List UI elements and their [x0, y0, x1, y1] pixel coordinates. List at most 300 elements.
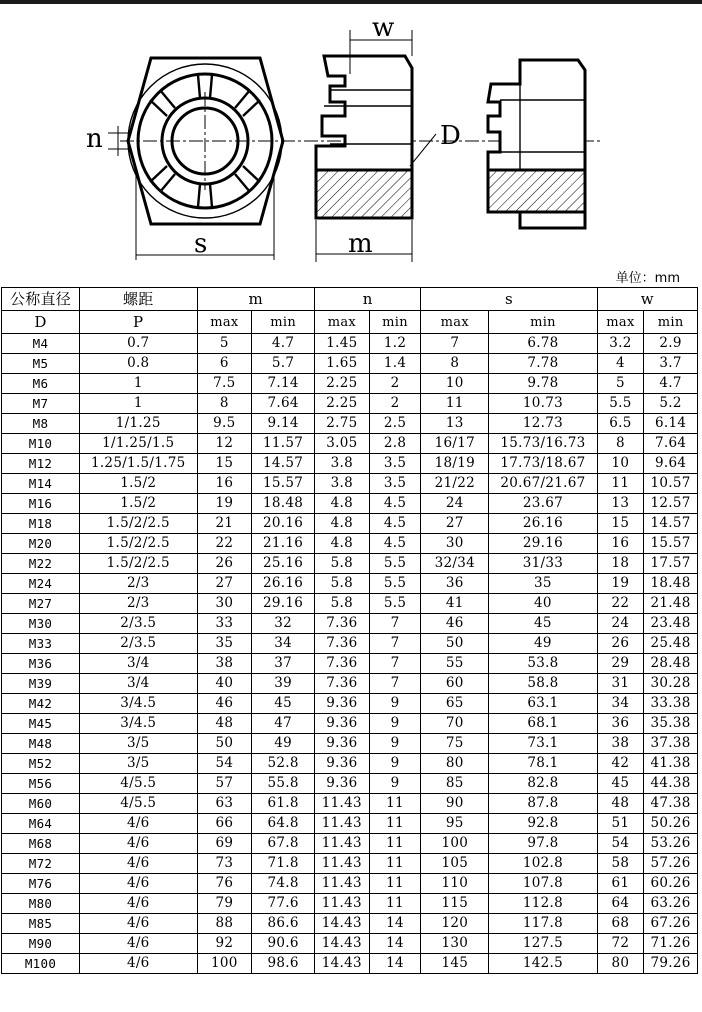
table-row [2, 554, 698, 574]
cell-w-max: 22 [597, 594, 644, 614]
cell-n-min: 14 [369, 914, 421, 934]
cell-nominal-d: M90 [2, 934, 80, 954]
header-s-max: max [421, 311, 489, 334]
cell-nominal-d: M6 [2, 374, 80, 394]
cell-n-min: 3.5 [369, 474, 421, 494]
cell-w-max: 34 [597, 694, 644, 714]
header-w-min: min [644, 311, 698, 334]
cell-s-min: 92.8 [489, 814, 597, 834]
cell-m-max: 73 [197, 854, 252, 874]
header-p-symbol: P [80, 311, 198, 334]
cell-n-max: 7.36 [315, 634, 370, 654]
cell-nominal-d: M56 [2, 774, 80, 794]
cell-m-min: 77.6 [252, 894, 315, 914]
cell-n-max: 9.36 [315, 774, 370, 794]
cell-nominal-d: M36 [2, 654, 80, 674]
cell-n-max: 1.45 [315, 334, 370, 354]
cell-m-min: 11.57 [252, 434, 315, 454]
cell-s-max: 36 [421, 574, 489, 594]
table-row [2, 854, 698, 874]
cell-s-min: 7.78 [489, 354, 597, 374]
cell-w-min: 53.26 [644, 834, 698, 854]
cell-w-max: 54 [597, 834, 644, 854]
cell-s-min: 97.8 [489, 834, 597, 854]
table-row [2, 334, 698, 354]
cell-nominal-d: M24 [2, 574, 80, 594]
cell-w-max: 45 [597, 774, 644, 794]
cell-m-max: 6 [197, 354, 252, 374]
cell-s-max: 13 [421, 414, 489, 434]
cell-pitch: 3/4 [80, 674, 198, 694]
cell-w-min: 35.38 [644, 714, 698, 734]
cell-w-max: 38 [597, 734, 644, 754]
cell-s-min: 35 [489, 574, 597, 594]
cell-w-max: 31 [597, 674, 644, 694]
cell-m-min: 47 [252, 714, 315, 734]
cell-s-max: 18/19 [421, 454, 489, 474]
cell-m-max: 76 [197, 874, 252, 894]
cell-w-min: 57.26 [644, 854, 698, 874]
cell-m-max: 79 [197, 894, 252, 914]
cell-s-min: 29.16 [489, 534, 597, 554]
cell-s-min: 127.5 [489, 934, 597, 954]
cell-s-max: 85 [421, 774, 489, 794]
cell-n-max: 4.8 [315, 494, 370, 514]
cell-pitch: 2/3.5 [80, 614, 198, 634]
table-row [2, 694, 698, 714]
cell-n-max: 3.05 [315, 434, 370, 454]
cell-n-min: 3.5 [369, 454, 421, 474]
cell-s-max: 80 [421, 754, 489, 774]
cell-w-min: 23.48 [644, 614, 698, 634]
cell-s-min: 40 [489, 594, 597, 614]
cell-nominal-d: M52 [2, 754, 80, 774]
header-nominal-diameter: 公称直径 [2, 288, 80, 311]
cell-s-min: 58.8 [489, 674, 597, 694]
cell-n-max: 9.36 [315, 754, 370, 774]
cell-pitch: 4/6 [80, 874, 198, 894]
cell-s-min: 78.1 [489, 754, 597, 774]
cell-s-min: 142.5 [489, 954, 597, 974]
label-w: w [372, 13, 395, 43]
cell-n-min: 9 [369, 754, 421, 774]
table-row [2, 954, 698, 974]
cell-pitch: 2/3.5 [80, 634, 198, 654]
cell-w-min: 9.64 [644, 454, 698, 474]
cell-n-min: 4.5 [369, 494, 421, 514]
cell-s-max: 65 [421, 694, 489, 714]
cell-n-max: 5.8 [315, 554, 370, 574]
cell-nominal-d: M5 [2, 354, 80, 374]
cell-pitch: 1.5/2 [80, 494, 198, 514]
cell-nominal-d: M22 [2, 554, 80, 574]
cell-pitch: 1.5/2/2.5 [80, 534, 198, 554]
table-row [2, 374, 698, 394]
cell-w-max: 51 [597, 814, 644, 834]
cell-s-min: 15.73/16.73 [489, 434, 597, 454]
cell-m-max: 30 [197, 594, 252, 614]
cell-m-min: 32 [252, 614, 315, 634]
cell-w-max: 6.5 [597, 414, 644, 434]
cell-s-max: 24 [421, 494, 489, 514]
table-row [2, 654, 698, 674]
cell-w-max: 26 [597, 634, 644, 654]
cell-pitch: 4/6 [80, 854, 198, 874]
cell-m-min: 5.7 [252, 354, 315, 374]
cell-n-min: 5.5 [369, 574, 421, 594]
cell-pitch: 1/1.25/1.5 [80, 434, 198, 454]
cell-n-min: 7 [369, 614, 421, 634]
cell-w-min: 4.7 [644, 374, 698, 394]
cell-w-max: 24 [597, 614, 644, 634]
cell-n-max: 3.8 [315, 454, 370, 474]
cell-m-max: 50 [197, 734, 252, 754]
cell-n-max: 9.36 [315, 714, 370, 734]
cell-w-min: 10.57 [644, 474, 698, 494]
label-n: n [86, 124, 103, 154]
cell-w-min: 3.7 [644, 354, 698, 374]
cell-s-max: 95 [421, 814, 489, 834]
cell-m-max: 16 [197, 474, 252, 494]
cell-n-max: 5.8 [315, 594, 370, 614]
table-row [2, 894, 698, 914]
cell-s-min: 82.8 [489, 774, 597, 794]
cell-s-max: 46 [421, 614, 489, 634]
cell-n-max: 4.8 [315, 534, 370, 554]
cell-w-min: 17.57 [644, 554, 698, 574]
cell-nominal-d: M64 [2, 814, 80, 834]
table-row [2, 394, 698, 414]
cell-pitch: 1.5/2/2.5 [80, 514, 198, 534]
cell-s-max: 70 [421, 714, 489, 734]
header-pitch: 螺距 [80, 288, 198, 311]
cell-s-max: 120 [421, 914, 489, 934]
cell-s-max: 115 [421, 894, 489, 914]
cell-s-max: 21/22 [421, 474, 489, 494]
header-w: w [597, 288, 697, 311]
cell-nominal-d: M4 [2, 334, 80, 354]
cell-w-max: 72 [597, 934, 644, 954]
cell-s-min: 73.1 [489, 734, 597, 754]
cell-s-min: 102.8 [489, 854, 597, 874]
cell-m-min: 14.57 [252, 454, 315, 474]
cell-nominal-d: M39 [2, 674, 80, 694]
unit-label: 单位：mm [615, 271, 680, 286]
cell-n-max: 3.8 [315, 474, 370, 494]
cell-m-min: 25.16 [252, 554, 315, 574]
label-s: s [194, 229, 208, 259]
cell-n-min: 9 [369, 694, 421, 714]
cell-s-min: 10.73 [489, 394, 597, 414]
cell-s-min: 45 [489, 614, 597, 634]
cell-m-max: 66 [197, 814, 252, 834]
cell-w-min: 67.26 [644, 914, 698, 934]
cell-n-max: 2.25 [315, 374, 370, 394]
cell-s-min: 53.8 [489, 654, 597, 674]
cell-m-max: 46 [197, 694, 252, 714]
cell-s-max: 110 [421, 874, 489, 894]
cell-n-min: 11 [369, 794, 421, 814]
cell-s-min: 17.73/18.67 [489, 454, 597, 474]
table-row [2, 814, 698, 834]
cell-n-max: 9.36 [315, 734, 370, 754]
cell-n-max: 4.8 [315, 514, 370, 534]
cell-m-min: 4.7 [252, 334, 315, 354]
header-s-min: min [489, 311, 597, 334]
cell-nominal-d: M8 [2, 414, 80, 434]
cell-w-min: 28.48 [644, 654, 698, 674]
label-d: D [440, 121, 461, 151]
cell-n-max: 14.43 [315, 934, 370, 954]
cell-m-max: 48 [197, 714, 252, 734]
cell-s-min: 23.67 [489, 494, 597, 514]
cell-n-max: 9.36 [315, 694, 370, 714]
cell-w-max: 68 [597, 914, 644, 934]
cell-nominal-d: M42 [2, 694, 80, 714]
cell-n-min: 11 [369, 814, 421, 834]
cell-m-min: 21.16 [252, 534, 315, 554]
cell-m-min: 39 [252, 674, 315, 694]
cell-n-min: 1.4 [369, 354, 421, 374]
cell-m-min: 18.48 [252, 494, 315, 514]
cell-w-max: 42 [597, 754, 644, 774]
cell-m-min: 49 [252, 734, 315, 754]
cell-w-max: 61 [597, 874, 644, 894]
table-row [2, 594, 698, 614]
cell-w-max: 11 [597, 474, 644, 494]
cell-n-max: 7.36 [315, 654, 370, 674]
cell-n-max: 1.65 [315, 354, 370, 374]
cell-w-max: 36 [597, 714, 644, 734]
cell-pitch: 1.5/2/2.5 [80, 554, 198, 574]
cell-s-min: 117.8 [489, 914, 597, 934]
table-row [2, 514, 698, 534]
cell-s-max: 16/17 [421, 434, 489, 454]
cell-n-min: 11 [369, 894, 421, 914]
cell-n-min: 2.8 [369, 434, 421, 454]
cell-m-min: 90.6 [252, 934, 315, 954]
cell-n-min: 1.2 [369, 334, 421, 354]
cell-n-min: 4.5 [369, 534, 421, 554]
cell-nominal-d: M12 [2, 454, 80, 474]
cell-n-max: 14.43 [315, 914, 370, 934]
cell-n-min: 9 [369, 734, 421, 754]
cell-s-min: 6.78 [489, 334, 597, 354]
cell-n-max: 2.75 [315, 414, 370, 434]
cell-pitch: 0.7 [80, 334, 198, 354]
cell-pitch: 4/5.5 [80, 794, 198, 814]
cell-n-max: 11.43 [315, 834, 370, 854]
cell-pitch: 1 [80, 374, 198, 394]
cell-m-max: 54 [197, 754, 252, 774]
cell-s-max: 50 [421, 634, 489, 654]
cell-m-max: 57 [197, 774, 252, 794]
cell-n-min: 2 [369, 374, 421, 394]
table-row [2, 674, 698, 694]
cell-m-max: 92 [197, 934, 252, 954]
cell-pitch: 4/6 [80, 934, 198, 954]
cell-nominal-d: M76 [2, 874, 80, 894]
cell-w-min: 7.64 [644, 434, 698, 454]
cell-n-max: 5.8 [315, 574, 370, 594]
cell-w-max: 48 [597, 794, 644, 814]
cell-n-min: 2.5 [369, 414, 421, 434]
cell-n-min: 14 [369, 934, 421, 954]
cell-n-min: 9 [369, 774, 421, 794]
cell-m-min: 29.16 [252, 594, 315, 614]
cell-n-min: 11 [369, 854, 421, 874]
table-row [2, 494, 698, 514]
cell-m-min: 37 [252, 654, 315, 674]
cell-nominal-d: M100 [2, 954, 80, 974]
cell-s-max: 105 [421, 854, 489, 874]
table-body [2, 334, 698, 974]
cell-n-min: 11 [369, 874, 421, 894]
cell-m-min: 64.8 [252, 814, 315, 834]
cell-pitch: 3/4.5 [80, 694, 198, 714]
cell-pitch: 4/5.5 [80, 774, 198, 794]
cell-pitch: 4/6 [80, 834, 198, 854]
table-row [2, 874, 698, 894]
cell-pitch: 4/6 [80, 894, 198, 914]
cell-w-max: 5 [597, 374, 644, 394]
table-row [2, 434, 698, 454]
cell-s-max: 8 [421, 354, 489, 374]
cell-nominal-d: M14 [2, 474, 80, 494]
cell-s-max: 30 [421, 534, 489, 554]
cell-s-min: 26.16 [489, 514, 597, 534]
header-n-max: max [315, 311, 370, 334]
cell-nominal-d: M60 [2, 794, 80, 814]
cell-w-min: 33.38 [644, 694, 698, 714]
label-m: m [348, 229, 373, 259]
cell-s-min: 31/33 [489, 554, 597, 574]
cell-m-min: 45 [252, 694, 315, 714]
cell-pitch: 1.5/2 [80, 474, 198, 494]
cell-m-max: 9.5 [197, 414, 252, 434]
cell-w-min: 71.26 [644, 934, 698, 954]
cell-w-max: 80 [597, 954, 644, 974]
cell-m-max: 19 [197, 494, 252, 514]
cell-s-min: 63.1 [489, 694, 597, 714]
cell-s-min: 68.1 [489, 714, 597, 734]
cell-n-min: 9 [369, 714, 421, 734]
cell-nominal-d: M7 [2, 394, 80, 414]
cell-nominal-d: M80 [2, 894, 80, 914]
cell-nominal-d: M33 [2, 634, 80, 654]
cell-m-max: 15 [197, 454, 252, 474]
cell-w-min: 63.26 [644, 894, 698, 914]
cell-s-max: 100 [421, 834, 489, 854]
table-row [2, 794, 698, 814]
cell-m-min: 26.16 [252, 574, 315, 594]
cell-w-min: 30.28 [644, 674, 698, 694]
table-row [2, 634, 698, 654]
cell-m-max: 26 [197, 554, 252, 574]
cell-pitch: 2/3 [80, 574, 198, 594]
table-row [2, 534, 698, 554]
side-view [316, 30, 436, 262]
cell-m-min: 9.14 [252, 414, 315, 434]
cell-w-max: 13 [597, 494, 644, 514]
cell-pitch: 2/3 [80, 594, 198, 614]
header-m-max: max [197, 311, 252, 334]
cell-w-max: 16 [597, 534, 644, 554]
cell-n-max: 11.43 [315, 794, 370, 814]
table-row [2, 474, 698, 494]
cell-n-max: 11.43 [315, 854, 370, 874]
cell-m-max: 38 [197, 654, 252, 674]
cell-nominal-d: M20 [2, 534, 80, 554]
cell-m-max: 40 [197, 674, 252, 694]
cell-nominal-d: M10 [2, 434, 80, 454]
cell-n-min: 7 [369, 654, 421, 674]
cell-nominal-d: M68 [2, 834, 80, 854]
cell-m-min: 15.57 [252, 474, 315, 494]
table-row [2, 614, 698, 634]
cell-pitch: 3/4.5 [80, 714, 198, 734]
cell-m-min: 61.8 [252, 794, 315, 814]
cell-w-min: 60.26 [644, 874, 698, 894]
cell-m-min: 71.8 [252, 854, 315, 874]
header-m: m [197, 288, 315, 311]
cell-w-min: 47.38 [644, 794, 698, 814]
cell-w-min: 25.48 [644, 634, 698, 654]
cell-nominal-d: M18 [2, 514, 80, 534]
cell-nominal-d: M27 [2, 594, 80, 614]
cell-s-max: 41 [421, 594, 489, 614]
cell-n-max: 2.25 [315, 394, 370, 414]
table-row [2, 354, 698, 374]
header-w-max: max [597, 311, 644, 334]
cell-nominal-d: M30 [2, 614, 80, 634]
cell-w-max: 64 [597, 894, 644, 914]
cell-n-min: 14 [369, 954, 421, 974]
cell-m-max: 33 [197, 614, 252, 634]
cell-s-min: 12.73 [489, 414, 597, 434]
cell-m-max: 5 [197, 334, 252, 354]
cell-m-max: 8 [197, 394, 252, 414]
table-row [2, 734, 698, 754]
cell-m-min: 67.8 [252, 834, 315, 854]
cell-s-min: 112.8 [489, 894, 597, 914]
cell-s-min: 49 [489, 634, 597, 654]
cell-m-max: 21 [197, 514, 252, 534]
cell-n-max: 7.36 [315, 614, 370, 634]
header-m-min: min [252, 311, 315, 334]
cell-w-min: 5.2 [644, 394, 698, 414]
cell-m-max: 100 [197, 954, 252, 974]
cell-s-max: 32/34 [421, 554, 489, 574]
cell-s-max: 130 [421, 934, 489, 954]
cell-pitch: 3/5 [80, 734, 198, 754]
cell-s-max: 145 [421, 954, 489, 974]
cell-m-min: 7.64 [252, 394, 315, 414]
table-row [2, 914, 698, 934]
cell-nominal-d: M16 [2, 494, 80, 514]
cell-s-min: 9.78 [489, 374, 597, 394]
cell-n-min: 5.5 [369, 594, 421, 614]
table-row [2, 414, 698, 434]
header-d-symbol: D [2, 311, 80, 334]
cell-w-min: 41.38 [644, 754, 698, 774]
table-row [2, 574, 698, 594]
cell-w-min: 6.14 [644, 414, 698, 434]
cell-pitch: 0.8 [80, 354, 198, 374]
cell-w-max: 29 [597, 654, 644, 674]
cell-w-max: 19 [597, 574, 644, 594]
table-row [2, 714, 698, 734]
